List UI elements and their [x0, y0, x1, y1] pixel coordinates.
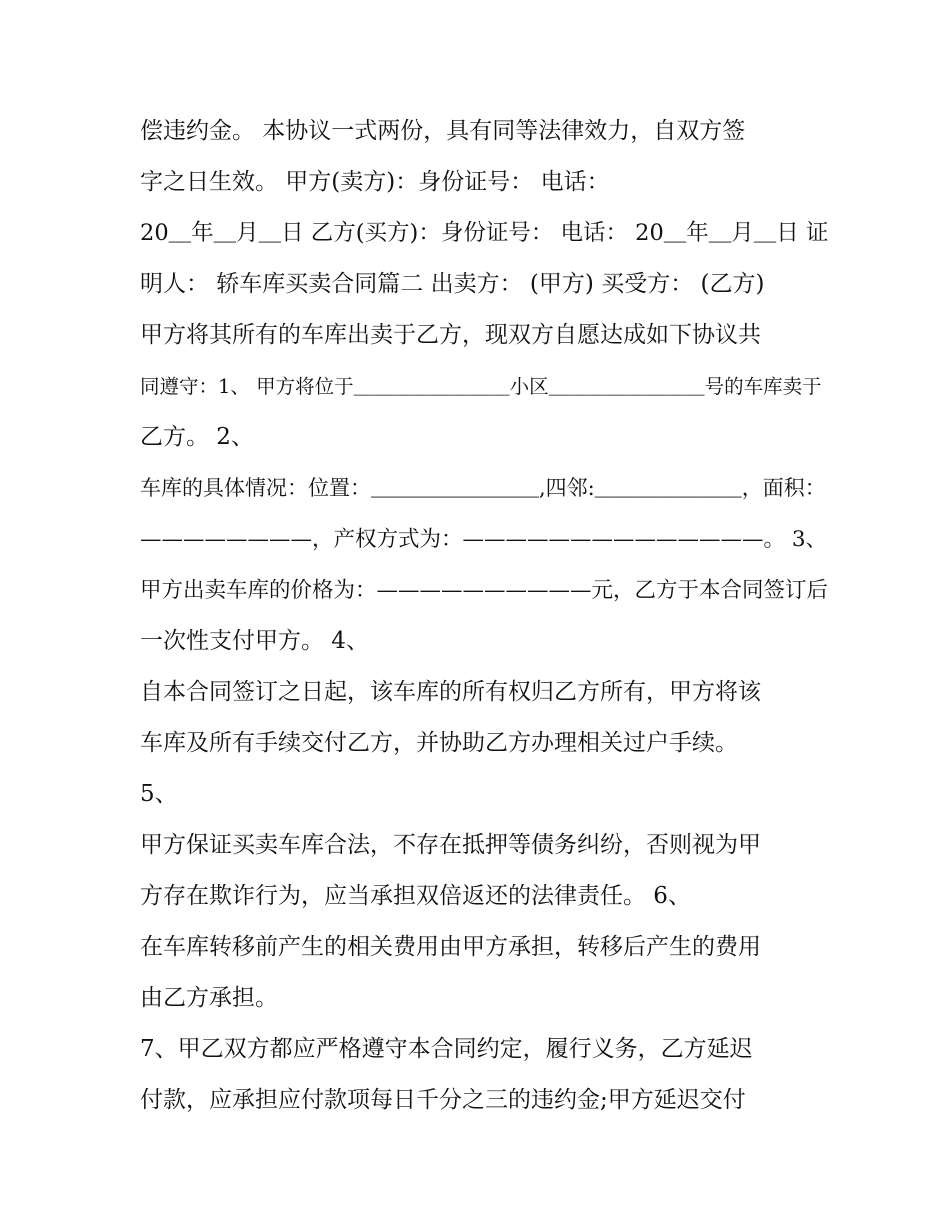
text-line-12: 自本合同签订之日起，该车库的所有权归乙方所有，甲方将该: [140, 679, 761, 705]
text-line-19: 7、甲乙双方都应严格遵守本合同约定，履行义务，乙方延迟: [140, 1036, 753, 1062]
text-line-5: 甲方将其所有的车库出卖于乙方，现双方自愿达成如下协议共: [140, 322, 761, 348]
text-line-4: 明人： 轿车库买卖合同篇二 出卖方： (甲方) 买受方： (乙方): [140, 271, 765, 297]
text-line-20: 付款，应承担应付款项每日千分之三的违约金;甲方延迟交付: [140, 1087, 746, 1113]
text-line-8: 车库的具体情况：位置：＿＿＿＿＿＿＿＿,四邻:＿＿＿＿＿＿＿，面积：: [140, 476, 826, 500]
contract-text-body: [140, 106, 829, 1126]
text-line-11: 一次性支付甲方。 4、: [140, 628, 369, 654]
text-line-9: ————————，产权方式为：——————————————。 3、: [140, 527, 828, 552]
text-line-15: 甲方保证买卖车库合法，不存在抵押等债务纠纷，否则视为甲: [140, 832, 761, 858]
text-line-10: 甲方出卖车库的价格为：——————————元，乙方于本合同签订后: [140, 578, 829, 603]
text-line-18: 由乙方承担。: [140, 985, 278, 1011]
text-line-13: 车库及所有手续交付乙方，并协助乙方办理相关过户手续。: [140, 730, 738, 756]
text-line-3: 20＿年＿月＿日 乙方(买方)：身份证号： 电话： 20＿年＿月＿日 证: [140, 220, 829, 246]
text-line-17: 在车库转移前产生的相关费用由甲方承担，转移后产生的费用: [140, 934, 761, 960]
text-line-6: 同遵守：1、 甲方将位于＿＿＿＿＿＿＿＿小区＿＿＿＿＿＿＿＿号的车库卖于: [140, 375, 822, 398]
text-line-1: 偿违约金。 本协议一式两份，具有同等法律效力，自双方签: [140, 118, 746, 144]
text-line-14: 5、: [140, 781, 178, 807]
text-line-16: 方存在欺诈行为，应当承担双倍返还的法律责任。 6、: [140, 883, 691, 909]
text-line-7: 乙方。 2、: [140, 424, 254, 450]
text-line-2: 字之日生效。 甲方(卖方)：身份证号： 电话：: [140, 169, 610, 195]
